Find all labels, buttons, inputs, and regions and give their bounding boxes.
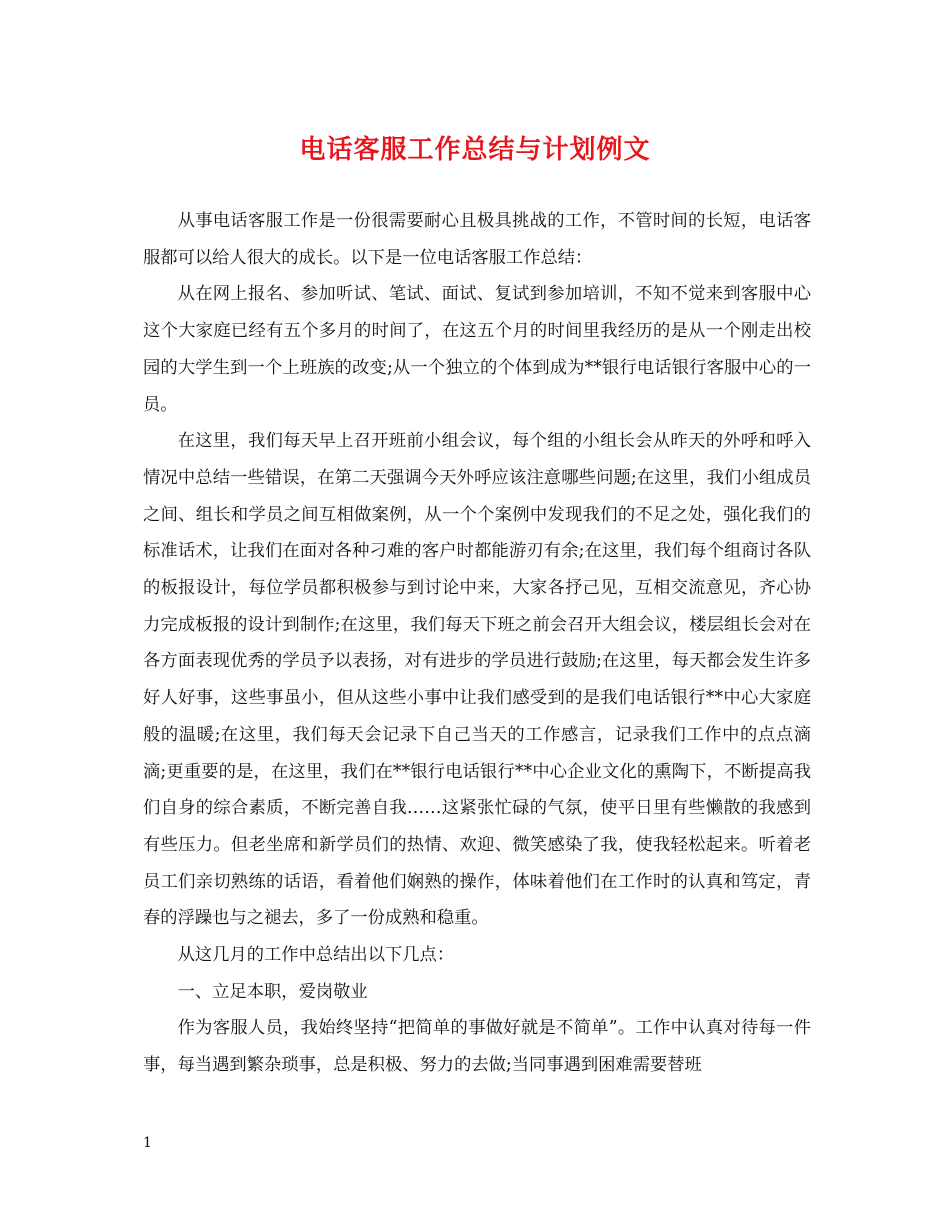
paragraph-section-1: 作为客服人员，我始终坚持“把简单的事做好就是不简单”。工作中认真对待每一件事，每当遇到繁杂琐事，总是积极、努力的去做;当同事遇到困难需要替班 — [143, 1018, 811, 1076]
section-heading-1: 一、立足本职，爱岗敬业 — [177, 981, 368, 1002]
paragraph-experience: 从在网上报名、参加听试、笔试、面试、复试到参加培训，不知不觉来到客服中心这个大家庭已经有五个多月的时间了，在这五个月的时间里我经历的是从一个刚走出校园的大学生到一个上班族的改变;从一个独立的个体到成为**银行电话银行客服中心的一员。 — [143, 284, 811, 415]
paragraph-daily-work: 在这里，我们每天早上召开班前小组会议，每个组的小组长会从昨天的外呼和呼入情况中总结一些错误，在第二天强调今天外呼应该注意哪些问题;在这里，我们小组成员之间、组长和学员之间互相做案例，从一个个案例中发现我们的不足之处，强化我们的标准话术，让我们在面对各种刁难的客户时都能游刃有余;在这里，我们每个组商讨各队的板报设计，每位学员都积极参与到讨论中来，大家各抒己见，互相交流意见，齐心协力完成板报的设计到制作;在这里，我们每天下班之前会召开大组会议，楼层组长会对在各方面表现优秀的学员予以表扬，对有进步的学员进行鼓励;在这里，每天都会发生许多好人好事，这些事虽小，但从这些小事中让我们感受到的是我们电话银行**中心大家庭般的温暖;在这里，我们每天会记录下自己当天的工作感言，记录我们工作中的点点滴滴;更重要的是，在这里，我们在**银行电话银行**中心企业文化的熏陶下，不断提高我们自身的综合素质，不断完善自我……这紧张忙碌的气氛，使平日里有些懒散的我感到有些压力。但老坐席和新学员们的热情、欢迎、微笑感染了我，使我轻松起来。听着老员工们亲切熟练的话语，看着他们娴熟的操作，体味着他们在工作时的认真和笃定，青春的浮躁也与之褪去，多了一份成熟和稳重。 — [143, 431, 811, 929]
document-title: 电话客服工作总结与计划例文 — [299, 135, 651, 165]
document-body — [143, 203, 811, 1084]
paragraph-intro: 从事电话客服工作是一份很需要耐心且极具挑战的工作，不管时间的长短，电话客服都可以给人很大的成长。以下是一位电话客服工作总结： — [143, 211, 811, 268]
paragraph-summary-intro: 从这几月的工作中总结出以下几点： — [177, 945, 455, 966]
page-number: 1 — [143, 1135, 152, 1151]
